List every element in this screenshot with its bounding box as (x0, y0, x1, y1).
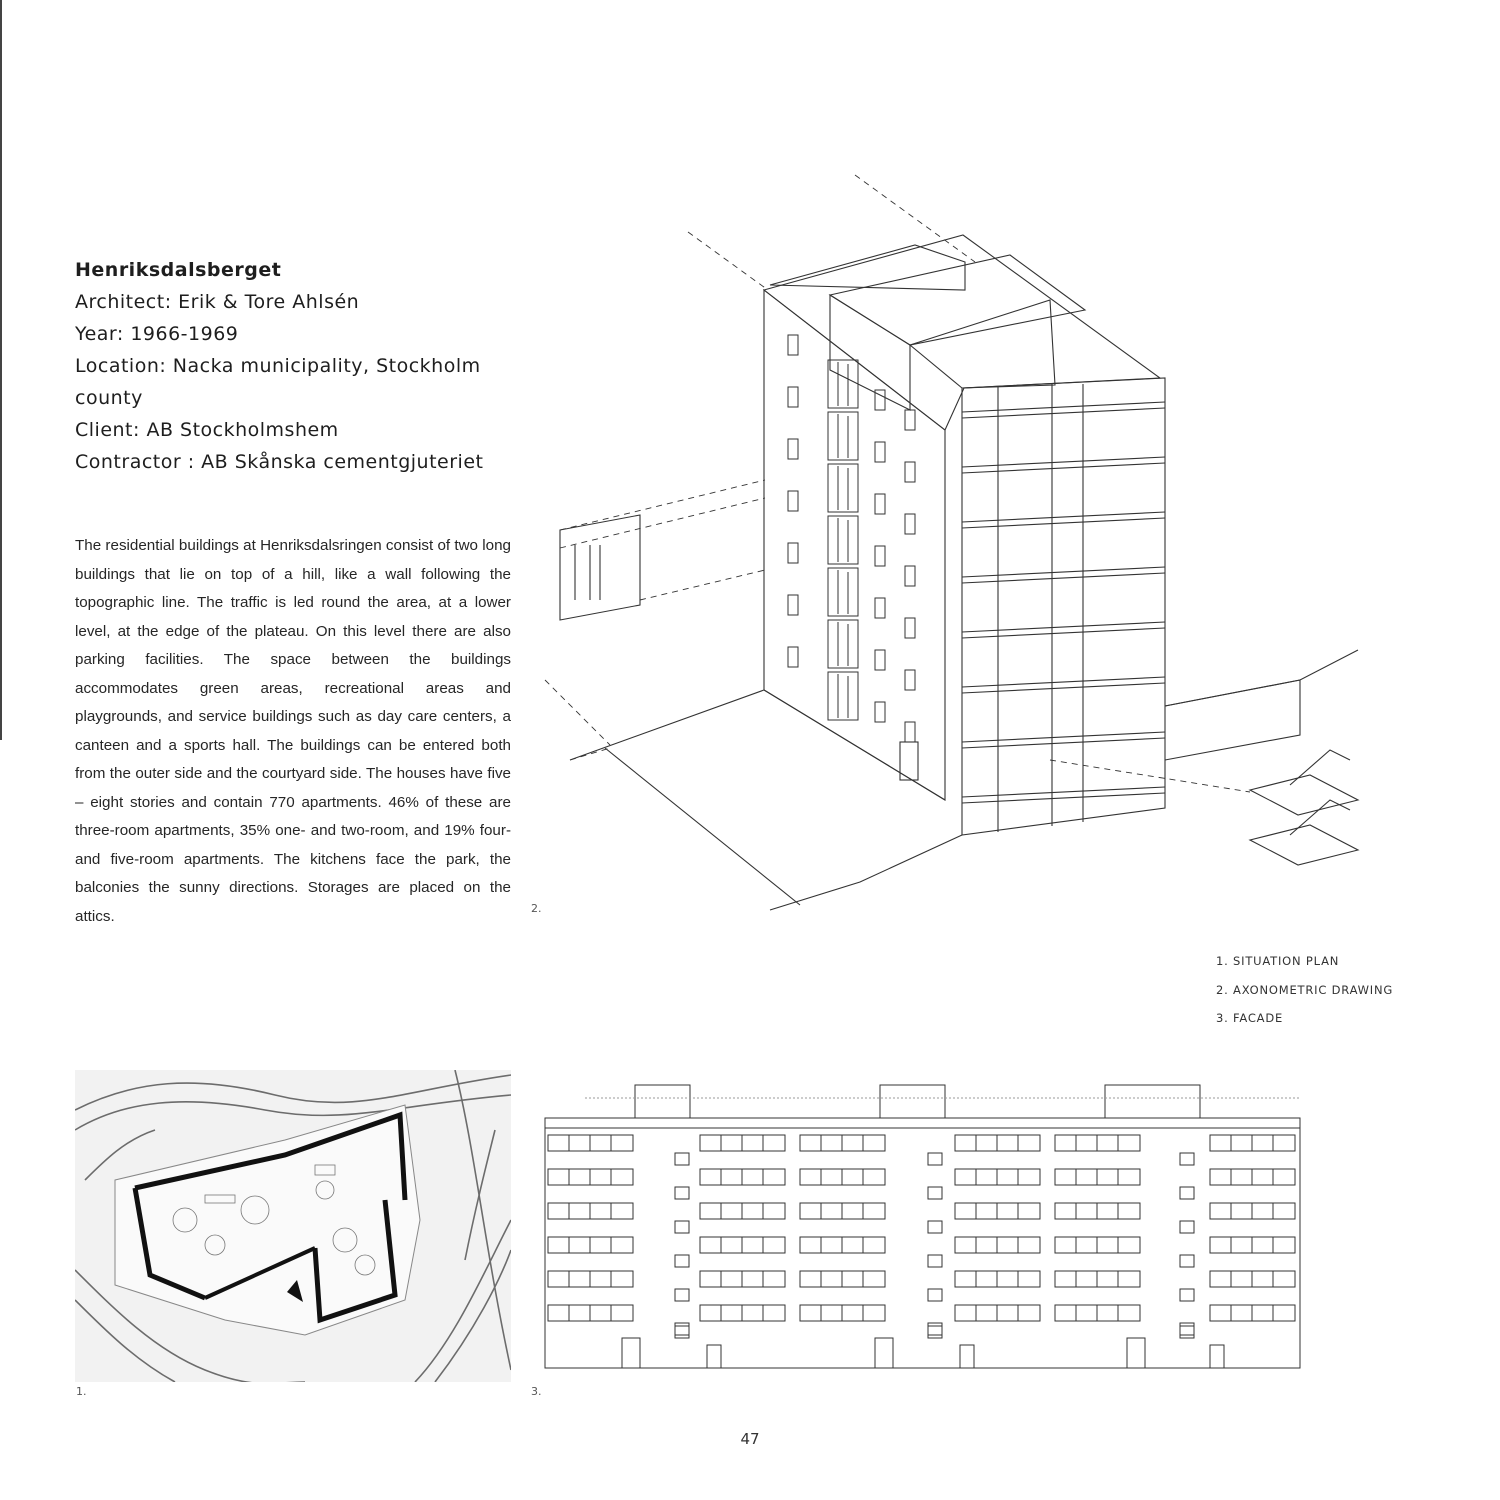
axonometric-drawing (530, 170, 1370, 915)
description-paragraph: The residential buildings at Henriksdalsringen consist of two long buildings that lie on top of a hill, like a wall following the topographic line. The traffic is led round the area, at a lower level, at the edge of the plateau. On this level there are also parking facilities. The space between the buildings accommodates green areas, recreational areas and playgrounds, and service buildings such as day care centers, a canteen and a sports hall. The buildings can be entered both from the outer side and the courtyard side. The houses have five – eight stories and contain 770 apartments. 46% of these are three-room apartments, 35% one- and two-room, and 19% four- and five-room apartments. The kitchens face the park, the balconies the sunny directions. Storages are placed on the attics. (75, 537, 511, 925)
figure-captions (1216, 954, 1393, 1040)
caption-axonometric-drawing: 2. AXONOMETRIC DRAWING (1216, 982, 1394, 997)
caption-facade: 3. FACADE (1216, 1011, 1284, 1025)
figure-2-number: 2. (531, 902, 542, 915)
situation-plan-image (75, 1070, 511, 1382)
facade-drawing (540, 1080, 1305, 1395)
project-year: Year: 1966-1969 (75, 323, 239, 345)
figure-3-number: 3. (531, 1385, 542, 1398)
project-title: Henriksdalsberget (75, 259, 282, 281)
page-binding-edge (0, 0, 2, 740)
project-info (75, 254, 495, 478)
project-location-cont: county (75, 387, 143, 409)
figure-1-number: 1. (76, 1385, 87, 1398)
caption-situation-plan: 1. SITUATION PLAN (1216, 954, 1340, 968)
project-contractor: Contractor : AB Skånska cementgjuteriet (75, 451, 484, 473)
project-client: Client: AB Stockholmshem (75, 419, 339, 441)
project-location: Location: Nacka municipality, Stockholm (75, 355, 481, 377)
page-number: 47 (740, 1430, 760, 1448)
project-architect: Architect: Erik & Tore Ahlsén (75, 291, 360, 313)
